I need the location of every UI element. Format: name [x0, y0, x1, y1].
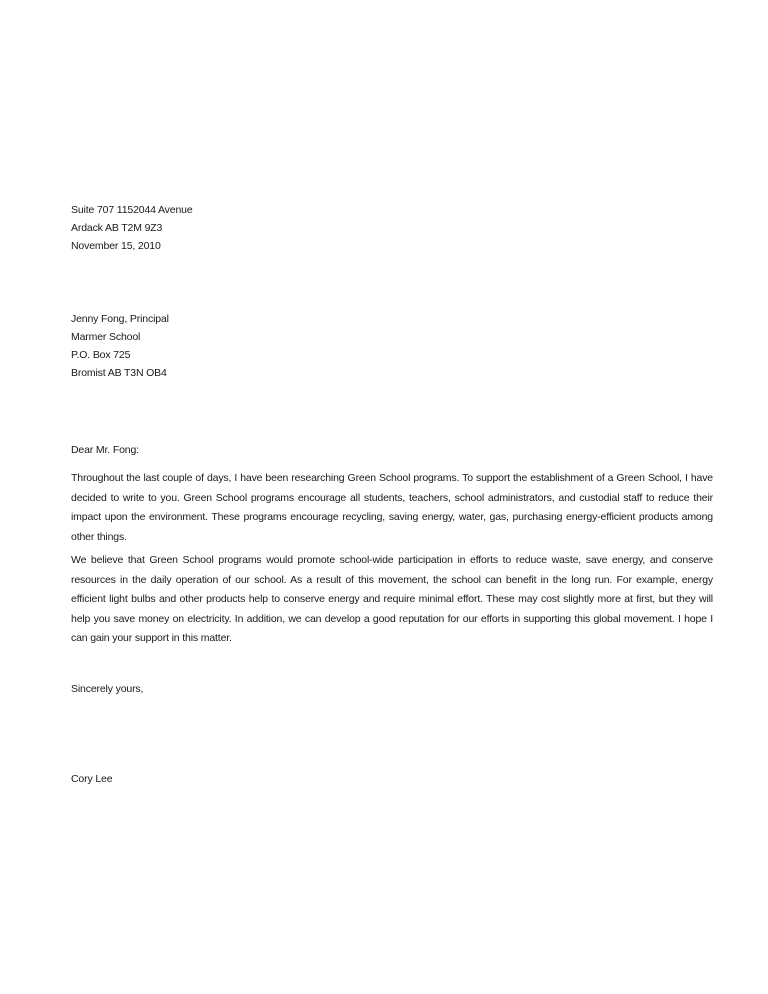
recipient-po-box: P.O. Box 725: [71, 349, 131, 361]
paragraph-text: We believe that Green School programs would promote school-wide participation in efforts to reduce waste, save energy, and conserve resources in the daily operation of our school. As a result of this movement, the school can benefit in the long run. For example, energy efficient light bulbs and other products help to conserve energy and require minimal effort. These may cost slightly more at first, but they will help you save money on electricity. In addition, we can develop a good reputation for our efforts in supporting this global movement. I hope I can gain your support in this matter.: [71, 554, 713, 644]
body-paragraph-2: [71, 551, 713, 649]
recipient-name: Jenny Fong, Principal: [71, 313, 169, 325]
closing-text: Sincerely yours,: [71, 683, 144, 695]
sender-address-line2: Ardack AB T2M 9Z3: [71, 222, 163, 234]
body-paragraph-1: [71, 469, 713, 547]
closing: [71, 680, 713, 698]
salutation: [71, 441, 713, 459]
recipient-block: [71, 310, 713, 382]
paragraph-text: Throughout the last couple of days, I have been researching Green School programs. To support the establishment of a Green School, I have decided to write to you. Green School programs encourage all students, teachers, school administrators, and custodial staff to reduce their impact upon the environment. These programs encourage recycling, saving energy, water, gas, purchasing energy-efficient products among other things.: [71, 472, 713, 543]
recipient-city-line: Bromist AB T3N OB4: [71, 367, 167, 379]
sender-block: [71, 201, 713, 255]
signature-block: [71, 770, 713, 788]
recipient-organization: Marmer School: [71, 331, 141, 343]
signature-name: Cory Lee: [71, 773, 113, 785]
salutation-text: Dear Mr. Fong:: [71, 444, 139, 456]
sender-address-line1: Suite 707 1152044 Avenue: [71, 204, 193, 216]
letter-date: November 15, 2010: [71, 240, 161, 252]
